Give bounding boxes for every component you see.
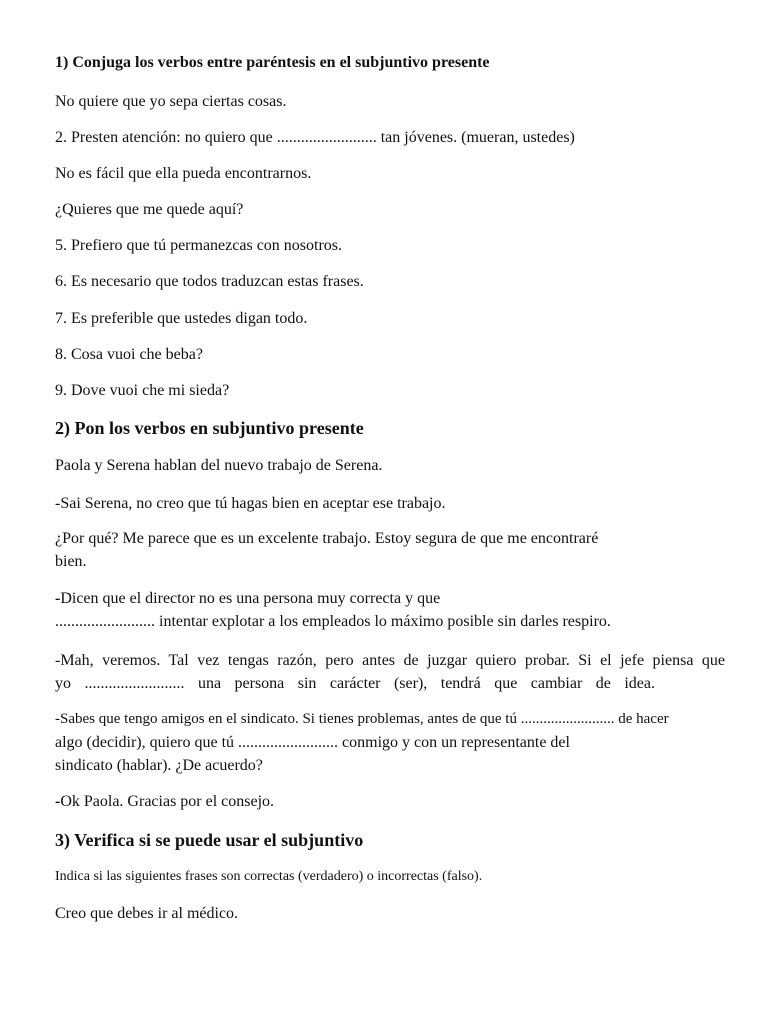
exercise-1-line: 5. Prefiero que tú permanezcas con nosotros. <box>55 237 343 254</box>
dialogue-paragraph <box>55 708 669 777</box>
dialogue-line: bien. <box>55 553 87 570</box>
exercise-1-line: ¿Quieres que me quede aquí? <box>55 201 244 218</box>
exercise-1-line: 8. Cosa vuoi che beba? <box>55 346 203 363</box>
dialogue-text: Ok Paola. Gracias por el consejo. <box>60 793 275 810</box>
dialogue-dash: - <box>55 590 61 607</box>
section-1-title: 1) Conjuga los verbos entre paréntesis en el subjuntivo presente <box>55 54 490 71</box>
section-3-title: 3) Verifica si se puede usar el subjuntivo <box>55 830 364 850</box>
dialogue-paragraph <box>55 527 598 573</box>
dialogue-line <box>55 792 274 812</box>
exercise-1-line: 9. Dove vuoi che mi sieda? <box>55 382 230 399</box>
dialogue-line: ......................... intentar explotar a los empleados lo máximo posible sin darles respiro. <box>55 613 611 630</box>
section-2-title: 2) Pon los verbos en subjuntivo presente <box>55 418 364 438</box>
dialogue-intro: Paola y Serena hablan del nuevo trabajo de Serena. <box>55 457 383 474</box>
dialogue-line: yo ......................... una persona sin carácter (ser), tendrá que cambiar de idea. <box>55 675 655 692</box>
dialogue-paragraph <box>55 587 611 633</box>
dialogue-line: -Sabes que tengo amigos en el sindicato. Si tienes problemas, antes de que tú ......................... de hacer <box>55 711 669 727</box>
dialogue-line: -Mah, veremos. Tal vez tengas razón, pero antes de juzgar quiero probar. Si el jefe piensa que <box>55 652 725 669</box>
section-3-instruction: Indica si las siguientes frases son correctas (verdadero) o incorrectas (falso). <box>55 869 483 884</box>
dialogue-line: algo (decidir), quiero que tú ......................... conmigo y con un representante del <box>55 734 570 751</box>
dialogue-line <box>55 587 611 610</box>
exercise-1-line: 2. Presten atención: no quiero que ......................... tan jóvenes. (mueran, ustedes) <box>55 129 575 146</box>
exercise-3-line: Creo que debes ir al médico. <box>55 905 239 922</box>
dialogue-line: ¿Por qué? Me parece que es un excelente trabajo. Estoy segura de que me encontraré <box>55 530 599 547</box>
dialogue-dash: - <box>55 793 61 810</box>
exercise-1-line: No quiere que yo sepa ciertas cosas. <box>55 93 287 110</box>
dialogue-line: -Sai Serena, no creo que tú hagas bien en aceptar ese trabajo. <box>55 495 446 512</box>
exercise-1-line: 7. Es preferible que ustedes digan todo. <box>55 310 308 327</box>
dialogue-line: sindicato (hablar). ¿De acuerdo? <box>55 757 263 774</box>
exercise-1-line: 6. Es necesario que todos traduzcan estas frases. <box>55 273 364 290</box>
dialogue-paragraph <box>55 649 725 695</box>
dialogue-text: Dicen que el director no es una persona muy correcta y que <box>60 590 441 607</box>
exercise-1-line: No es fácil que ella pueda encontrarnos. <box>55 165 312 182</box>
